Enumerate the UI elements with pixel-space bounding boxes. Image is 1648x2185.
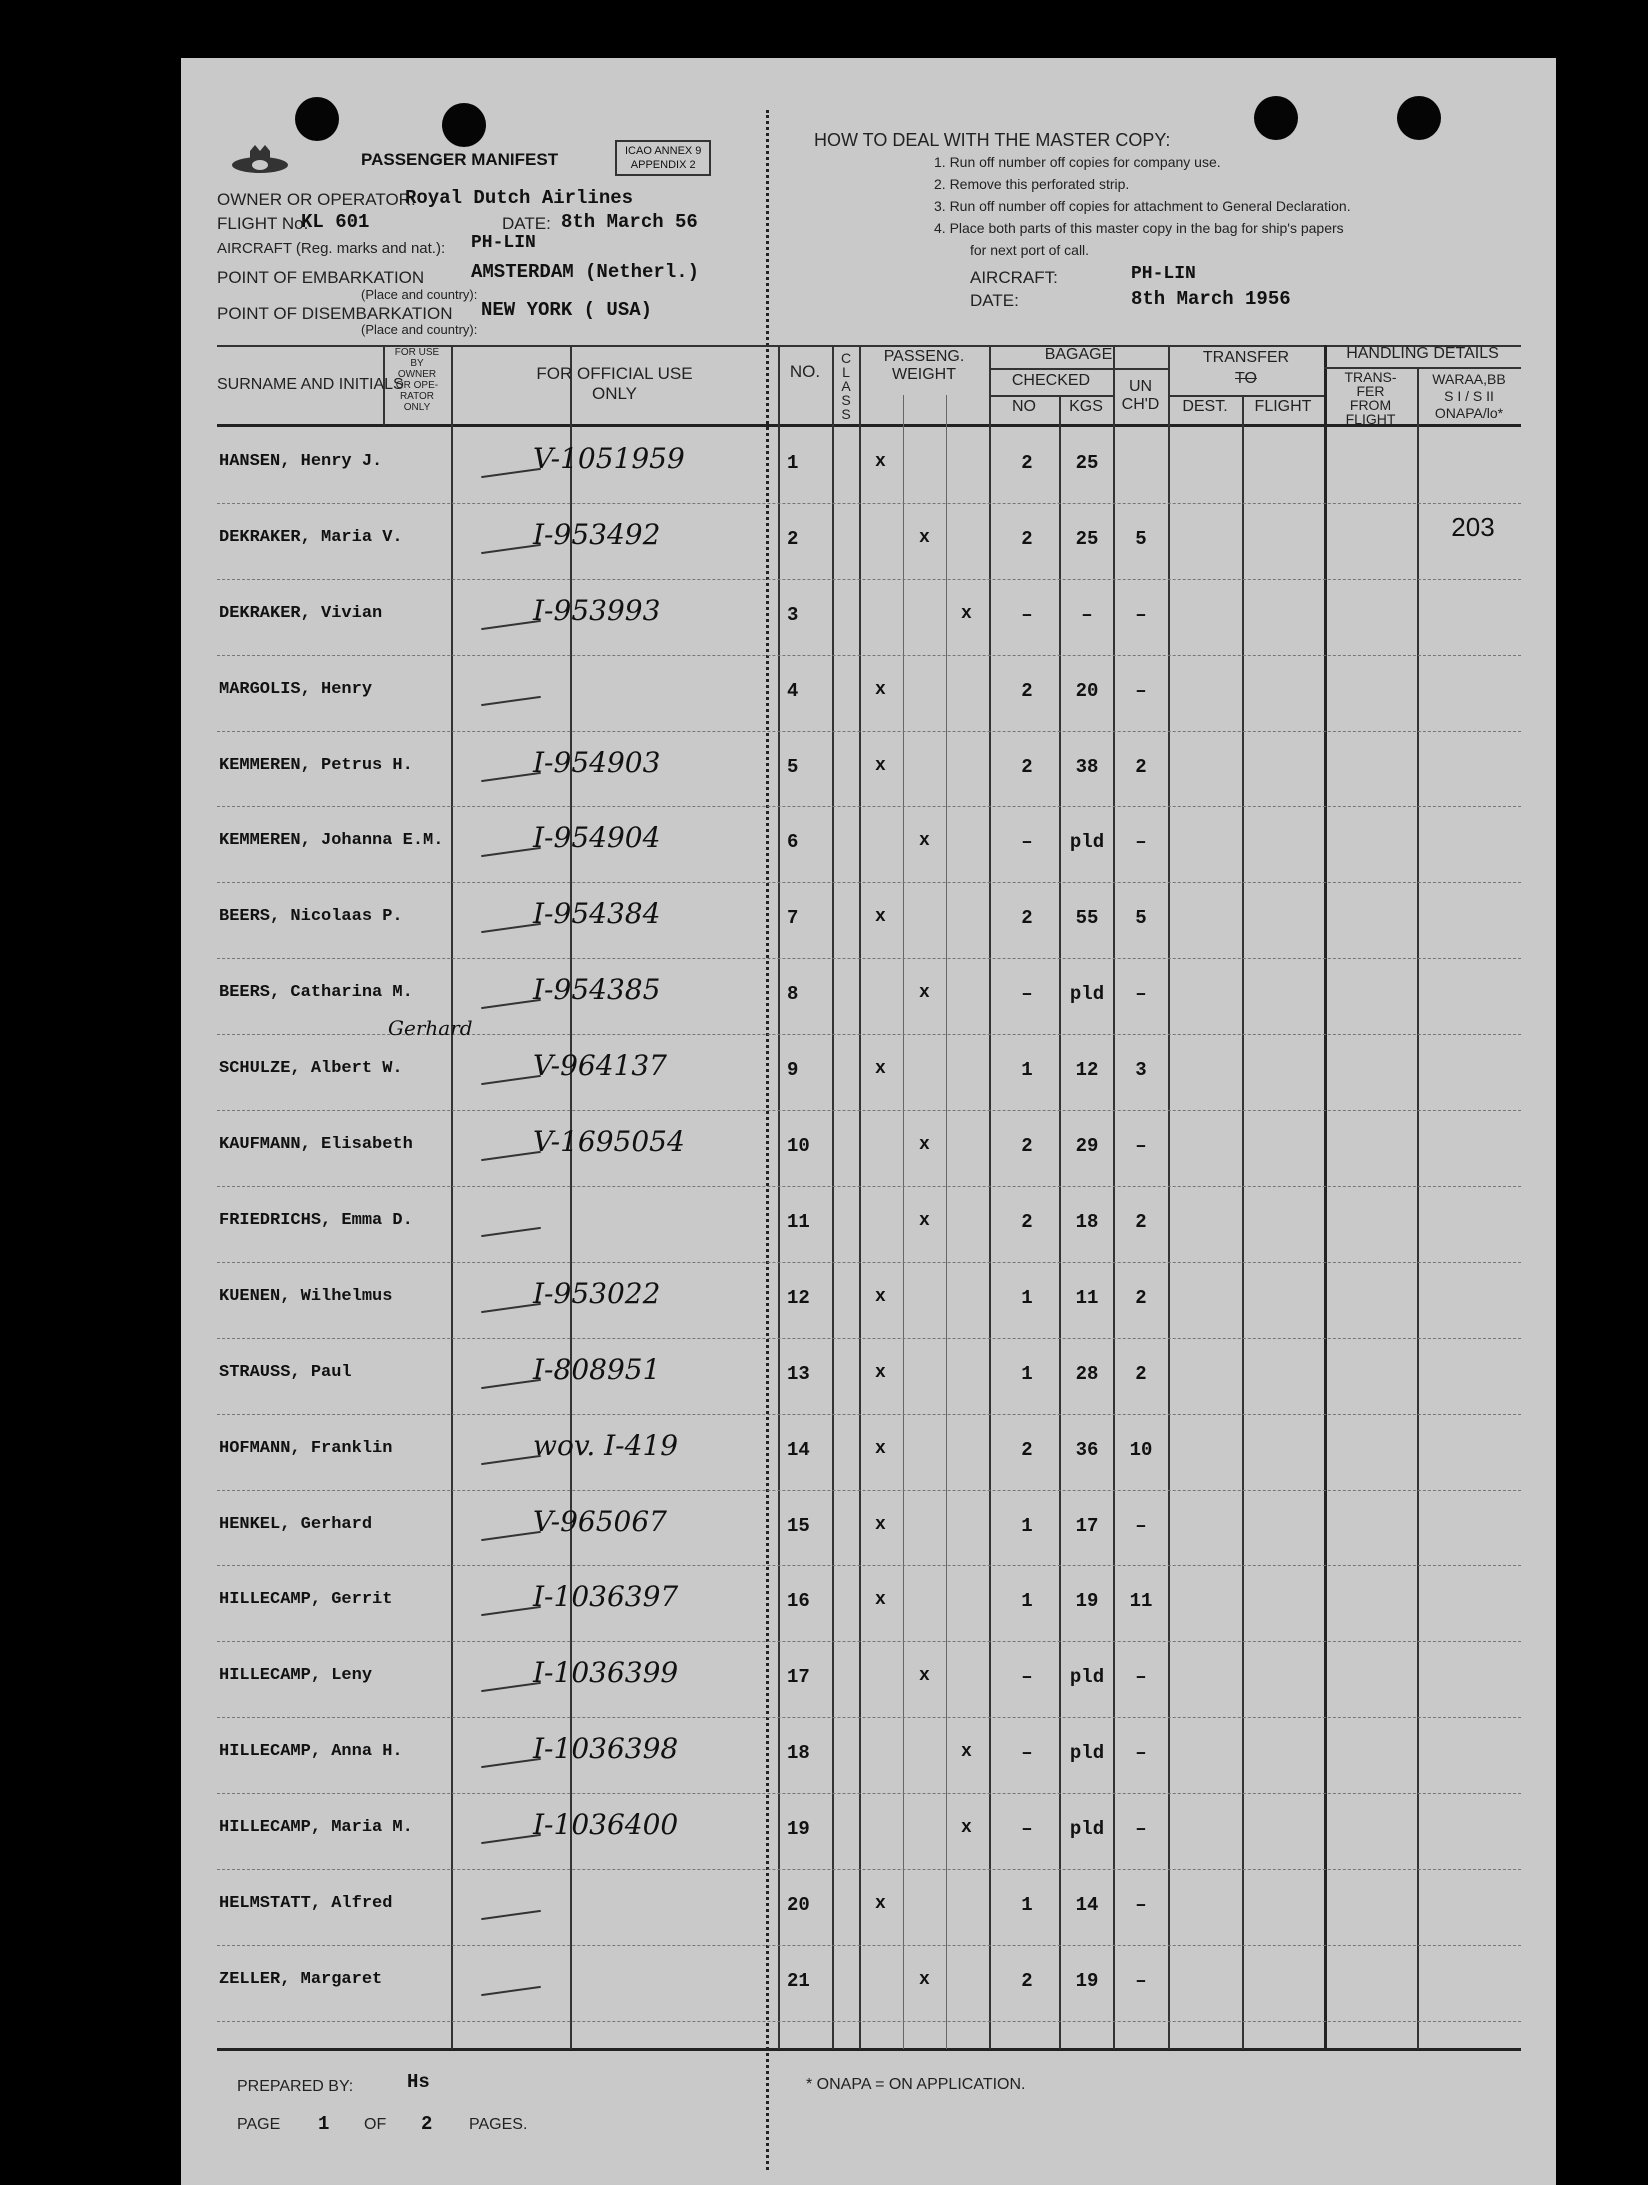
col-header-transfer-from-flight: TRANS- FER FROM FLIGHT <box>1344 369 1397 427</box>
passenger-number: 10 <box>787 1135 810 1158</box>
pages-label: PAGES. <box>469 2116 528 2133</box>
passenger-name: DEKRAKER, Maria V. <box>219 527 403 547</box>
embarkation-label: POINT OF EMBARKATION <box>217 268 425 287</box>
handwritten-stroke <box>481 1682 541 1692</box>
weight-class-mark: x <box>875 451 886 472</box>
table-row <box>181 1567 1556 1643</box>
checked-bag-count: 2 <box>1021 1135 1033 1158</box>
punch-hole <box>295 97 339 141</box>
unchecked-bags: – <box>1135 679 1147 702</box>
master-aircraft-value: PH-LIN <box>1131 264 1196 284</box>
checked-bag-count: 2 <box>1021 451 1033 474</box>
passenger-number: 7 <box>787 907 799 930</box>
checked-bag-kgs: pld <box>1069 1818 1105 1841</box>
passenger-number: 2 <box>787 527 799 550</box>
instruction-item: 1. Run off number off copies for company use. <box>934 154 1221 170</box>
table-row <box>181 1870 1556 1946</box>
checked-bag-kgs: 19 <box>1075 1590 1099 1613</box>
table-row <box>181 1339 1556 1415</box>
unchecked-bags: 2 <box>1135 755 1147 778</box>
passenger-name: MARGOLIS, Henry <box>219 679 373 699</box>
table-row <box>181 656 1556 732</box>
col-header-for-use: FOR USE BY OWNER OR OPE- RATOR ONLY <box>394 347 440 413</box>
handwritten-stroke <box>481 999 541 1009</box>
unchecked-bags: – <box>1135 983 1147 1006</box>
passenger-name: ZELLER, Margaret <box>219 1969 383 1989</box>
col-header-kgs: KGS <box>1069 398 1103 415</box>
checked-bag-count: 1 <box>1021 1362 1033 1385</box>
passport-number: I-954903 <box>533 745 661 779</box>
checked-bag-kgs: 14 <box>1075 1894 1099 1917</box>
handwritten-stroke <box>481 1454 541 1464</box>
unchecked-bags: 2 <box>1135 1210 1147 1233</box>
unchecked-bags: – <box>1135 1742 1147 1765</box>
handwritten-stroke <box>481 620 541 630</box>
date-value: 8th March 56 <box>561 211 698 233</box>
table-row <box>181 1111 1556 1187</box>
table-row <box>181 1946 1556 2022</box>
handwritten-stroke <box>481 468 541 478</box>
weight-class-mark: x <box>919 983 930 1004</box>
passenger-number: 4 <box>787 679 799 702</box>
page-value: 1 <box>318 2113 330 2135</box>
handwritten-stroke <box>481 1834 541 1844</box>
date-label: DATE: <box>502 214 551 233</box>
passenger-name: HILLECAMP, Anna H. <box>219 1742 403 1762</box>
checked-bag-count: – <box>1021 983 1033 1006</box>
weight-class-mark: x <box>875 1894 886 1915</box>
passenger-name: FRIEDRICHS, Emma D. <box>219 1210 413 1230</box>
col-header-flight: FLIGHT <box>1254 398 1312 415</box>
passenger-name: KUENEN, Wilhelmus <box>219 1286 393 1306</box>
weight-class-mark: x <box>875 1590 886 1611</box>
passenger-number: 18 <box>787 1742 810 1765</box>
passport-number: I-954904 <box>533 821 661 855</box>
weight-class-mark: x <box>875 1514 886 1535</box>
row-divider <box>217 2021 1521 2022</box>
passenger-number: 11 <box>787 1210 810 1233</box>
instruction-item: 2. Remove this perforated strip. <box>934 176 1130 192</box>
unchecked-bags: 2 <box>1135 1362 1147 1385</box>
checked-bag-kgs: pld <box>1069 831 1105 854</box>
checked-bag-kgs: 36 <box>1075 1438 1099 1461</box>
passenger-name: HILLECAMP, Leny <box>219 1666 373 1686</box>
checked-bag-count: 1 <box>1021 1590 1033 1613</box>
weight-class-mark: x <box>875 907 886 928</box>
handwritten-stroke <box>481 1303 541 1313</box>
checked-bag-kgs: 38 <box>1075 755 1099 778</box>
disembarkation-label: POINT OF DISEMBARKATION <box>217 304 453 323</box>
checked-bag-kgs: – <box>1081 603 1093 626</box>
weight-class-mark: x <box>961 603 972 624</box>
table-row <box>181 1035 1556 1111</box>
checked-bag-count: 2 <box>1021 1210 1033 1233</box>
col-header-official-use: FOR OFFICIAL USE ONLY <box>536 364 693 403</box>
place-country-label: (Place and country): <box>361 287 478 302</box>
passenger-number: 8 <box>787 983 799 1006</box>
airline-crown-logo-icon <box>230 143 290 183</box>
weight-class-mark: x <box>875 1059 886 1080</box>
table-row <box>181 1415 1556 1491</box>
weight-class-mark: x <box>919 1666 930 1687</box>
col-header-checked: CHECKED <box>1011 372 1091 389</box>
flight-value: KL 601 <box>301 211 370 233</box>
checked-bag-count: 2 <box>1021 679 1033 702</box>
icao-reference-box: ICAO ANNEX 9 APPENDIX 2 <box>615 140 711 176</box>
checked-bag-count: – <box>1021 603 1033 626</box>
master-date-label: DATE: <box>970 291 1019 310</box>
checked-bag-count: – <box>1021 1818 1033 1841</box>
checked-bag-count: 2 <box>1021 527 1033 550</box>
unchecked-bags: 5 <box>1135 527 1147 550</box>
unchecked-bags: – <box>1135 831 1147 854</box>
checked-bag-kgs: pld <box>1069 1666 1105 1689</box>
manifest-title: PASSENGER MANIFEST <box>361 150 559 169</box>
bagage-subheader-line <box>989 368 1168 370</box>
passport-number: V-1695054 <box>533 1125 685 1159</box>
passport-number: I-1036399 <box>533 1656 679 1690</box>
passenger-number: 16 <box>787 1590 810 1613</box>
checked-bag-kgs: 12 <box>1075 1059 1099 1082</box>
passport-number: V-1051959 <box>533 441 685 475</box>
table-row <box>181 1187 1556 1263</box>
table-row <box>181 1642 1556 1718</box>
handwritten-name-correction: Gerhard <box>388 1016 473 1040</box>
passenger-name: HENKEL, Gerhard <box>219 1514 373 1534</box>
weight-class-mark: x <box>919 527 930 548</box>
col-header-bagage: BAGAGE <box>1044 346 1113 363</box>
weight-class-mark: x <box>919 1210 930 1231</box>
weight-class-mark: x <box>919 1969 930 1990</box>
passenger-name: BEERS, Catharina M. <box>219 983 413 1003</box>
checked-bag-kgs: 28 <box>1075 1362 1099 1385</box>
handwritten-stroke <box>481 847 541 857</box>
passenger-name: KAUFMANN, Elisabeth <box>219 1135 413 1155</box>
passport-number: I-954385 <box>533 973 661 1007</box>
flight-label: FLIGHT No. <box>217 214 309 233</box>
checked-bag-count: – <box>1021 831 1033 854</box>
table-row <box>181 1794 1556 1870</box>
table-row <box>181 732 1556 808</box>
col-header-bag-no: NO <box>1012 398 1036 415</box>
passenger-name: HELMSTATT, Alfred <box>219 1894 393 1914</box>
checked-bag-kgs: 25 <box>1075 527 1099 550</box>
prepared-by-label: PREPARED BY: <box>237 2078 354 2095</box>
checked-bag-kgs: pld <box>1069 983 1105 1006</box>
unchecked-bags: – <box>1135 1514 1147 1537</box>
handling-note: 203 <box>1451 511 1495 542</box>
handwritten-stroke <box>481 1530 541 1540</box>
passenger-number: 21 <box>787 1969 810 1992</box>
aircraft-value: PH-LIN <box>471 233 536 253</box>
passenger-number: 12 <box>787 1286 810 1309</box>
disembarkation-value: NEW YORK ( USA) <box>481 299 653 321</box>
instruction-item: 3. Run off number off copies for attachment to General Declaration. <box>934 198 1351 214</box>
punch-hole <box>1254 96 1298 140</box>
passenger-number: 1 <box>787 451 799 474</box>
checked-bag-count: 2 <box>1021 1969 1033 1992</box>
handwritten-stroke <box>481 1227 541 1237</box>
table-row <box>181 504 1556 580</box>
unchecked-bags: – <box>1135 1894 1147 1917</box>
master-date-value: 8th March 1956 <box>1131 288 1291 310</box>
weight-class-mark: x <box>919 831 930 852</box>
embarkation-value: AMSTERDAM (Netherl.) <box>471 261 700 283</box>
col-header-dest: DEST. <box>1182 398 1228 415</box>
checked-bag-count: 1 <box>1021 1059 1033 1082</box>
col-header-surname: SURNAME AND INITIALS <box>217 376 404 393</box>
table-row <box>181 808 1556 884</box>
master-aircraft-label: AIRCRAFT: <box>970 268 1058 287</box>
passport-number: I-1036397 <box>533 1580 679 1614</box>
handwritten-stroke <box>481 544 541 554</box>
manifest-sheet <box>181 58 1556 2185</box>
col-header-class: CLASS <box>840 350 852 422</box>
checked-bag-count: 1 <box>1021 1894 1033 1917</box>
unchecked-bags: – <box>1135 1969 1147 1992</box>
checked-bag-count: 1 <box>1021 1286 1033 1309</box>
passenger-name: KEMMEREN, Petrus H. <box>219 755 413 775</box>
passenger-number: 5 <box>787 755 799 778</box>
passenger-number: 9 <box>787 1059 799 1082</box>
checked-bag-count: – <box>1021 1666 1033 1689</box>
transfer-subheader-line <box>1168 395 1324 397</box>
passenger-number: 20 <box>787 1894 810 1917</box>
weight-class-mark: x <box>961 1818 972 1839</box>
passenger-name: HILLECAMP, Maria M. <box>219 1818 413 1838</box>
checked-bag-kgs: 55 <box>1075 907 1099 930</box>
unchecked-bags: 3 <box>1135 1059 1147 1082</box>
passenger-name: HANSEN, Henry J. <box>219 451 383 471</box>
weight-class-mark: x <box>919 1135 930 1156</box>
table-row <box>181 1718 1556 1794</box>
passenger-number: 15 <box>787 1514 810 1537</box>
table-row <box>181 1263 1556 1339</box>
passenger-name: DEKRAKER, Vivian <box>219 603 383 623</box>
table-row <box>181 883 1556 959</box>
instruction-item: 4. Place both parts of this master copy in the bag for ship's papers <box>934 220 1344 236</box>
onapa-footnote: * ONAPA = ON APPLICATION. <box>806 2076 1026 2093</box>
col-header-transfer-to: TO <box>1235 370 1257 387</box>
checked-bag-count: 2 <box>1021 907 1033 930</box>
page-label: PAGE <box>237 2116 281 2133</box>
table-row <box>181 580 1556 656</box>
handwritten-stroke <box>481 1379 541 1389</box>
owner-value: Royal Dutch Airlines <box>405 187 634 209</box>
unchecked-bags: 11 <box>1129 1590 1153 1613</box>
col-header-handling: HANDLING DETAILS <box>1346 345 1499 362</box>
checked-bag-count: – <box>1021 1742 1033 1765</box>
instructions-title: HOW TO DEAL WITH THE MASTER COPY: <box>814 130 1171 150</box>
weight-class-mark: x <box>961 1742 972 1763</box>
handwritten-stroke <box>481 1986 541 1996</box>
checked-bag-kgs: 29 <box>1075 1135 1099 1158</box>
unchecked-bags: 2 <box>1135 1286 1147 1309</box>
checked-bag-kgs: 17 <box>1075 1514 1099 1537</box>
aircraft-label: AIRCRAFT (Reg. marks and nat.): <box>217 240 446 257</box>
checked-bag-count: 2 <box>1021 1438 1033 1461</box>
handwritten-stroke <box>481 695 541 705</box>
of-value: 2 <box>421 2113 433 2135</box>
passenger-name: HOFMANN, Franklin <box>219 1438 393 1458</box>
unchecked-bags: – <box>1135 603 1147 626</box>
handwritten-stroke <box>481 1758 541 1768</box>
passenger-number: 6 <box>787 831 799 854</box>
passport-number: wov. I-419 <box>533 1428 679 1462</box>
handwritten-stroke <box>481 1151 541 1161</box>
unchecked-bags: 5 <box>1135 907 1147 930</box>
checked-bag-count: 2 <box>1021 755 1033 778</box>
passport-number: I-953022 <box>533 1276 661 1310</box>
col-header-transfer: TRANSFER <box>1202 349 1290 366</box>
checked-bag-kgs: 19 <box>1075 1969 1099 1992</box>
passport-number: I-953993 <box>533 593 661 627</box>
col-header-passenger-weight: PASSENG. WEIGHT <box>883 348 965 383</box>
checked-bag-kgs: 25 <box>1075 451 1099 474</box>
of-label: OF <box>364 2116 387 2133</box>
checked-bag-count: 1 <box>1021 1514 1033 1537</box>
passport-number: I-1036398 <box>533 1732 679 1766</box>
passenger-number: 19 <box>787 1818 810 1841</box>
weight-class-mark: x <box>875 1362 886 1383</box>
handwritten-stroke <box>481 1910 541 1920</box>
place-country-label: (Place and country): <box>361 322 478 337</box>
passenger-name: HILLECAMP, Gerrit <box>219 1590 393 1610</box>
passenger-number: 14 <box>787 1438 810 1461</box>
col-header-waraa: WARAA,BB S I / S II ONAPA/lo* <box>1432 371 1506 421</box>
table-row <box>181 428 1556 504</box>
weight-class-mark: x <box>875 1438 886 1459</box>
passport-number: V-965067 <box>533 1504 667 1538</box>
unchecked-bags: – <box>1135 1666 1147 1689</box>
passport-number: I-953492 <box>533 517 661 551</box>
punch-hole <box>1397 96 1441 140</box>
checked-bag-kgs: 20 <box>1075 679 1099 702</box>
passport-number: I-808951 <box>533 1352 661 1386</box>
passport-number: I-954384 <box>533 897 661 931</box>
handwritten-stroke <box>481 923 541 933</box>
handwritten-stroke <box>481 1075 541 1085</box>
checked-bag-kgs: pld <box>1069 1742 1105 1765</box>
unchecked-bags: 10 <box>1129 1438 1153 1461</box>
weight-class-mark: x <box>875 1286 886 1307</box>
passenger-name: BEERS, Nicolaas P. <box>219 907 403 927</box>
passenger-name: KEMMEREN, Johanna E.M. <box>219 831 444 851</box>
col-header-no: NO. <box>789 362 821 381</box>
passport-number: V-964137 <box>533 1049 667 1083</box>
table-row <box>181 1491 1556 1567</box>
passenger-name: STRAUSS, Paul <box>219 1362 352 1382</box>
owner-label: OWNER OR OPERATOR: <box>217 190 416 209</box>
passenger-number: 3 <box>787 603 799 626</box>
passenger-number: 13 <box>787 1362 810 1385</box>
unchecked-bags: – <box>1135 1818 1147 1841</box>
weight-class-mark: x <box>875 755 886 776</box>
checked-bag-kgs: 18 <box>1075 1210 1099 1233</box>
prepared-by-value: Hs <box>407 2071 430 2093</box>
checked-bag-kgs: 11 <box>1075 1286 1099 1309</box>
handwritten-stroke <box>481 1606 541 1616</box>
weight-class-mark: x <box>875 679 886 700</box>
unchecked-bags: – <box>1135 1135 1147 1158</box>
punch-hole <box>442 103 486 147</box>
passport-number: I-1036400 <box>533 1808 679 1842</box>
col-header-unchecked: UN CH'D <box>1121 378 1160 413</box>
handwritten-stroke <box>481 771 541 781</box>
passenger-name: SCHULZE, Albert W. <box>219 1059 403 1079</box>
instruction-item: for next port of call. <box>970 242 1090 258</box>
checked-subheader-line <box>989 395 1113 397</box>
passenger-number: 17 <box>787 1666 810 1689</box>
